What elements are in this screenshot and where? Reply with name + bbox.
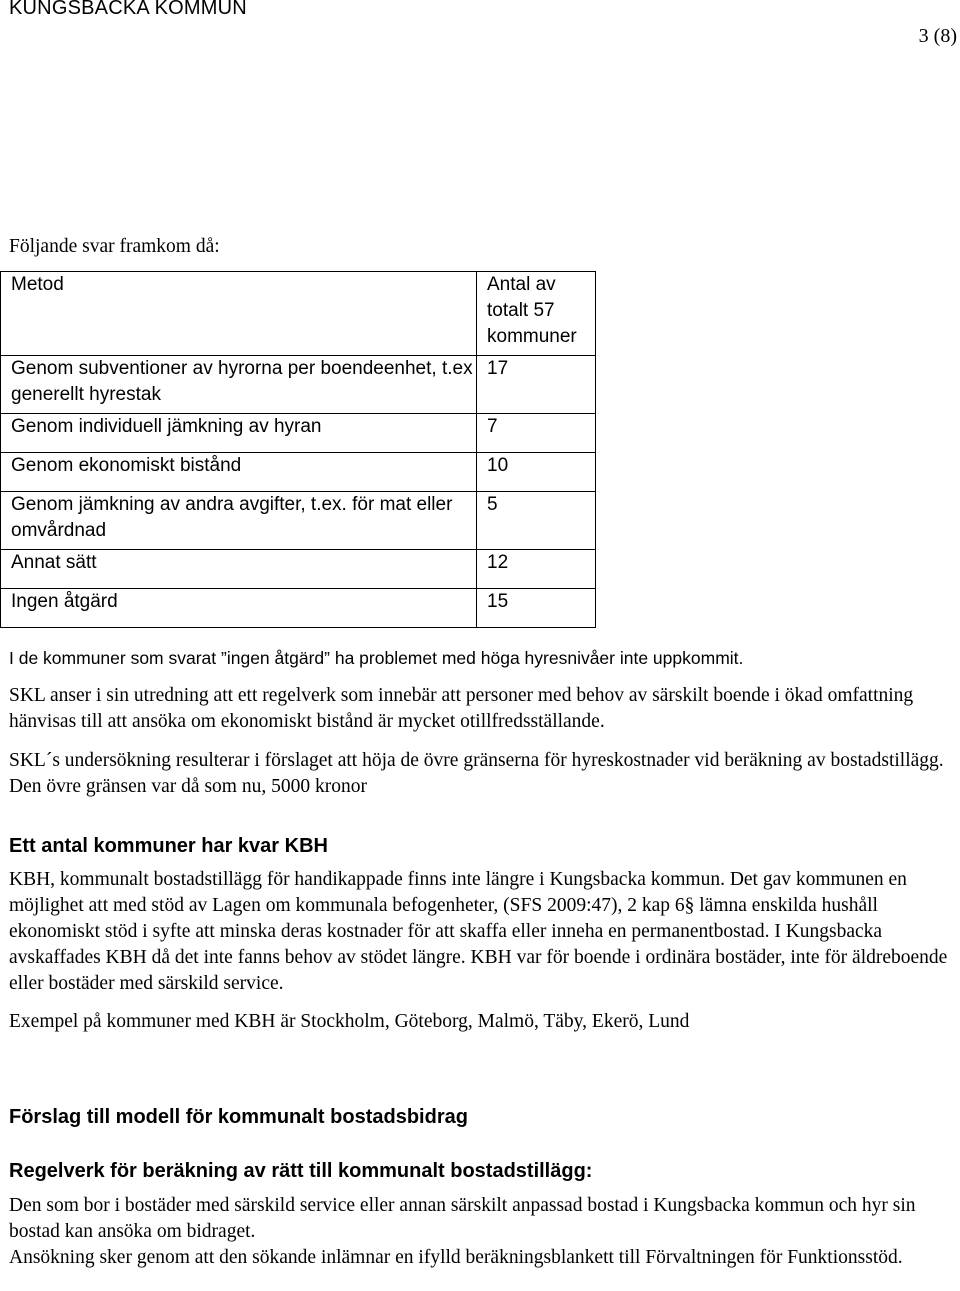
count-cell: 15 xyxy=(477,589,596,628)
methods-table xyxy=(0,271,596,628)
page-number: 3 (8) xyxy=(918,25,957,47)
table-row xyxy=(1,414,596,453)
kbh-example-paragraph: Exempel på kommuner med KBH är Stockholm, Göteborg, Malmö, Täby, Ekerö, Lund xyxy=(9,1011,690,1032)
table-row xyxy=(1,492,596,550)
table-row xyxy=(1,550,596,589)
intro-text: Följande svar framkom då: xyxy=(9,236,220,257)
header-count: Antal av totalt 57 kommuner xyxy=(477,272,596,356)
rules-paragraph-2: Ansökning sker genom att den sökande inlämnar en ifylld beräkningsblankett till Förvaltningen för Funktionsstöd. xyxy=(9,1247,903,1268)
table-row xyxy=(1,453,596,492)
kbh-paragraph: KBH, kommunalt bostadstillägg för handikappade finns inte längre i Kungsbacka kommun. Det gav kommunen en möjlighet att med stöd av Lagen om kommunala befogenheter, (SFS 2009:47), 2 kap 6§ lämna enskilda hushåll ekonomiskt stöd i syfte att minska deras kostnader för att skaffa eller inneha en permanentbostad. I Kungsbacka avskaffades KBH då det inte fanns behov av stödet längre. KBH var för boende i ordinära bostäder, inte för äldreboende eller bostäder med särskild service. xyxy=(9,869,948,994)
kbh-heading: Ett antal kommuner har kvar KBH xyxy=(9,835,328,857)
header-method: Metod xyxy=(1,272,477,356)
count-cell: 5 xyxy=(477,492,596,550)
skl-paragraph-1: SKL anser i sin utredning att ett regelverk som innebär att personer med behov av särskilt boende i ökad omfattning hänvisas till att ansöka om ekonomiskt bistånd är mycket otillfredsställande. xyxy=(9,685,914,732)
skl-paragraph-2: SKL´s undersökning resulterar i förslaget att höja de övre gränserna för hyreskostnader vid beräkning av bostadstillägg. Den övre gränsen var då som nu, 5000 kronor xyxy=(9,750,944,797)
method-cell: Annat sätt xyxy=(1,550,477,589)
organization-name: KUNGSBACKA KOMMUN xyxy=(9,0,247,19)
method-cell: Genom subventioner av hyrorna per boendeenhet, t.ex generellt hyrestak xyxy=(1,356,477,414)
table-row xyxy=(1,589,596,628)
rules-paragraph-1: Den som bor i bostäder med särskild service eller annan särskilt anpassad bostad i Kungsbacka kommun och hyr sin bostad kan ansöka om bidraget. xyxy=(9,1195,916,1242)
count-cell: 12 xyxy=(477,550,596,589)
method-cell: Genom ekonomiskt bistånd xyxy=(1,453,477,492)
count-cell: 10 xyxy=(477,453,596,492)
method-cell: Ingen åtgärd xyxy=(1,589,477,628)
table-row xyxy=(1,356,596,414)
method-cell: Genom jämkning av andra avgifter, t.ex. för mat eller omvårdnad xyxy=(1,492,477,550)
count-cell: 7 xyxy=(477,414,596,453)
table-header-row xyxy=(1,272,596,356)
table-note: I de kommuner som svarat ”ingen åtgärd” ha problemet med höga hyresnivåer inte uppkommit. xyxy=(9,648,744,668)
count-cell: 17 xyxy=(477,356,596,414)
rules-heading: Regelverk för beräkning av rätt till kommunalt bostadstillägg: xyxy=(9,1160,593,1182)
model-heading: Förslag till modell för kommunalt bostadsbidrag xyxy=(9,1106,468,1128)
method-cell: Genom individuell jämkning av hyran xyxy=(1,414,477,453)
